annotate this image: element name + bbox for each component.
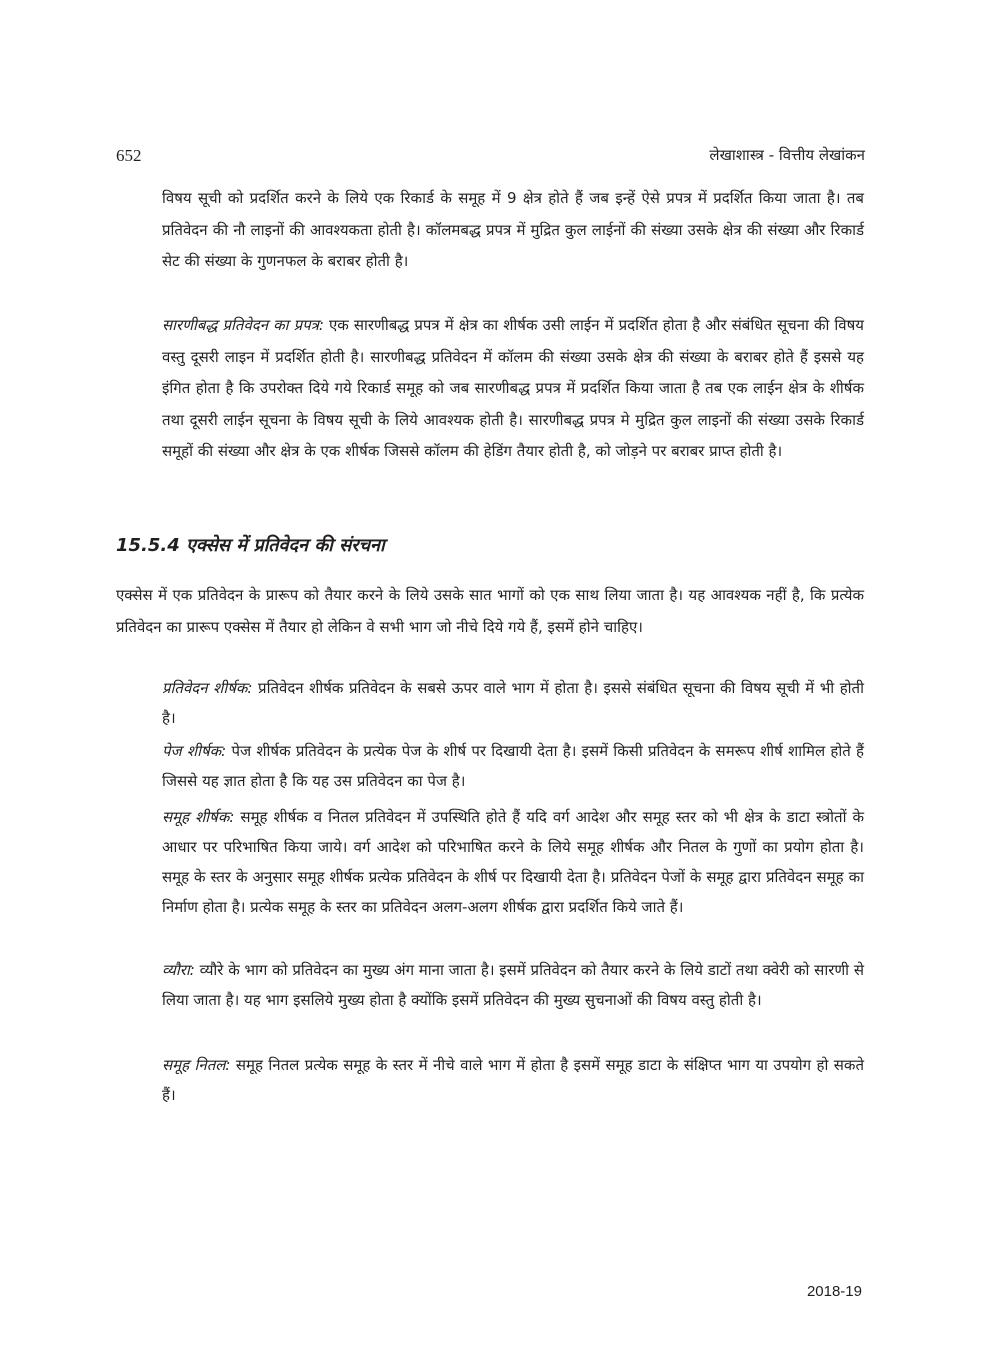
item-group-footer [162, 1050, 864, 1110]
paragraph-text [162, 673, 864, 733]
section-heading: 15.5.4 एक्सेस में प्रतिवेदन की संरचना [116, 535, 385, 556]
item-body: प्रतिवेदन शीर्षक प्रतिवेदन के सबसे ऊपर वाले भाग में होता है। इससे संबंधित सूचना की विषय सूची में भी होती है। [162, 679, 864, 727]
page-number: 652 [116, 146, 142, 165]
item-lead-term: समूह नितल: [162, 1056, 231, 1074]
item-lead-term: व्यौरा: [162, 961, 195, 979]
paragraph-text [162, 183, 864, 278]
paragraph-body: एक्सेस में एक प्रतिवेदन के प्रारूप को तैयार करने के लिये उसके सात भागों को एक साथ लिया जाता है। यह आवश्यक नहीं है, कि प्रत्येक प्रतिवेदन का प्रारूप एक्सेस में तैयार हो लेकिन वे सभी भाग जो नीचे दिये गये हैं, इसमें होने चाहिए। [116, 586, 864, 636]
item-lead-term: प्रतिवेदन शीर्षक: [162, 679, 253, 697]
footer-year: 2018-19 [806, 1283, 862, 1300]
item-lead-term: समूह शीर्षक: [162, 808, 235, 826]
item-page-header [162, 736, 864, 796]
running-head: लेखाशास्त्र - वित्तीय लेखांकन [709, 146, 865, 164]
item-body: समूह नितल प्रत्येक समूह के स्तर में नीचे वाले भाग में होता है इसमें समूह डाटा के संक्षिप्त भाग या उपयोग हो सकते हैं। [162, 1056, 865, 1104]
item-body: व्यौरे के भाग को प्रतिवेदन का मुख्य अंग माना जाता है। इसमें प्रतिवेदन को तैयार करने के लिये डाटों तथा क्वेरी को सारणी से लिया जाता है। यह भाग इसलिये मुख्य होता है क्योंकि इसमें प्रतिवेदन की मुख्य सुचनाओं की विषय वस्तु होती है। [162, 961, 864, 1009]
item-report-header [162, 673, 864, 733]
paragraph-text [116, 580, 864, 643]
paragraph-text [162, 736, 864, 796]
paragraph-tabular-report-format [162, 310, 864, 468]
paragraph-record-content [162, 183, 864, 278]
paragraph-body: एक सारणीबद्ध प्रपत्र में क्षेत्र का शीर्षक उसी लाईन में प्रदर्शित होता है और संबंधित सूचना की विषय वस्तु दूसरी लाइन में प्रदर्शित होती है। सारणीबद्ध प्रतिवेदन में कॉलम की संख्या उसके क्षेत्र की संख्या के बराबर होते हैं इससे यह इंगित होता है कि उपरोक्त दिये गये रिकार्ड समूह को जब सारणीबद्ध प्रपत्र में प्रदर्शित किया जाता है तब एक लाईन क्षेत्र के शीर्षक तथा दूसरी लाईन सूचना के विषय सूची के लिये आवश्यक होती है। सारणीबद्ध प्रपत्र मे मुद्रित कुल लाइनों की संख्या उसके रिकार्ड समूहों की संख्या और क्षेत्र के एक शीर्षक जिससे कॉलम की हेडिंग तैयार होती है, को जोड़ने पर बराबर प्राप्त होती है। [162, 316, 864, 460]
item-body: समूह शीर्षक व नितल प्रतिवेदन में उपस्थिति होते हैं यदि वर्ग आदेश और समूह स्तर को भी क्षेत्र के डाटा स्त्रोतों के आधार पर परिभाषित किया जाये। वर्ग आदेश को परिभाषित करने के लिये समूह शीर्षक और नितल के गुणों का प्रयोग होता है। समूह के स्तर के अनुसार समूह शीर्षक प्रत्येक प्रतिवेदन के शीर्ष पर दिखायी देता है। प्रतिवेदन पेजों के समूह द्वारा प्रतिवेदन समूह का निर्माण होता है। प्रत्येक समूह के स्तर का प्रतिवेदन अलग-अलग शीर्षक द्वारा प्रदर्शित किये जाते हैं। [162, 808, 864, 916]
item-detail [162, 955, 864, 1015]
paragraph-text [162, 955, 864, 1015]
item-group-header [162, 802, 864, 922]
paragraph-text [162, 310, 864, 468]
paragraph-lead-term: सारणीबद्ध प्रतिवेदन का प्रपत्र: [162, 316, 324, 334]
paragraph-text [162, 802, 864, 922]
section-intro [116, 580, 864, 643]
paragraph-body: विषय सूची को प्रदर्शित करने के लिये एक रिकार्ड के समूह में 9 क्षेत्र होते हैं जब इन्हें ऐसे प्रपत्र में प्रदर्शित किया जाता है। तब प्रतिवेदन की नौ लाइनों की आवश्यकता होती है। कॉलमबद्ध प्रपत्र में मुद्रित कुल लाईनों की संख्या उसके क्षेत्र की संख्या और रिकार्ड सेट की संख्या के गुणनफल के बराबर होती है। [162, 189, 864, 270]
paragraph-text [162, 1050, 864, 1110]
item-lead-term: पेज शीर्षक: [162, 742, 227, 760]
item-body: पेज शीर्षक प्रतिवेदन के प्रत्येक पेज के शीर्ष पर दिखायी देता है। इसमें किसी प्रतिवेदन के समरूप शीर्ष शामिल होते हैं जिससे यह ज्ञात होता है कि यह उस प्रतिवेदन का पेज है। [162, 742, 865, 790]
